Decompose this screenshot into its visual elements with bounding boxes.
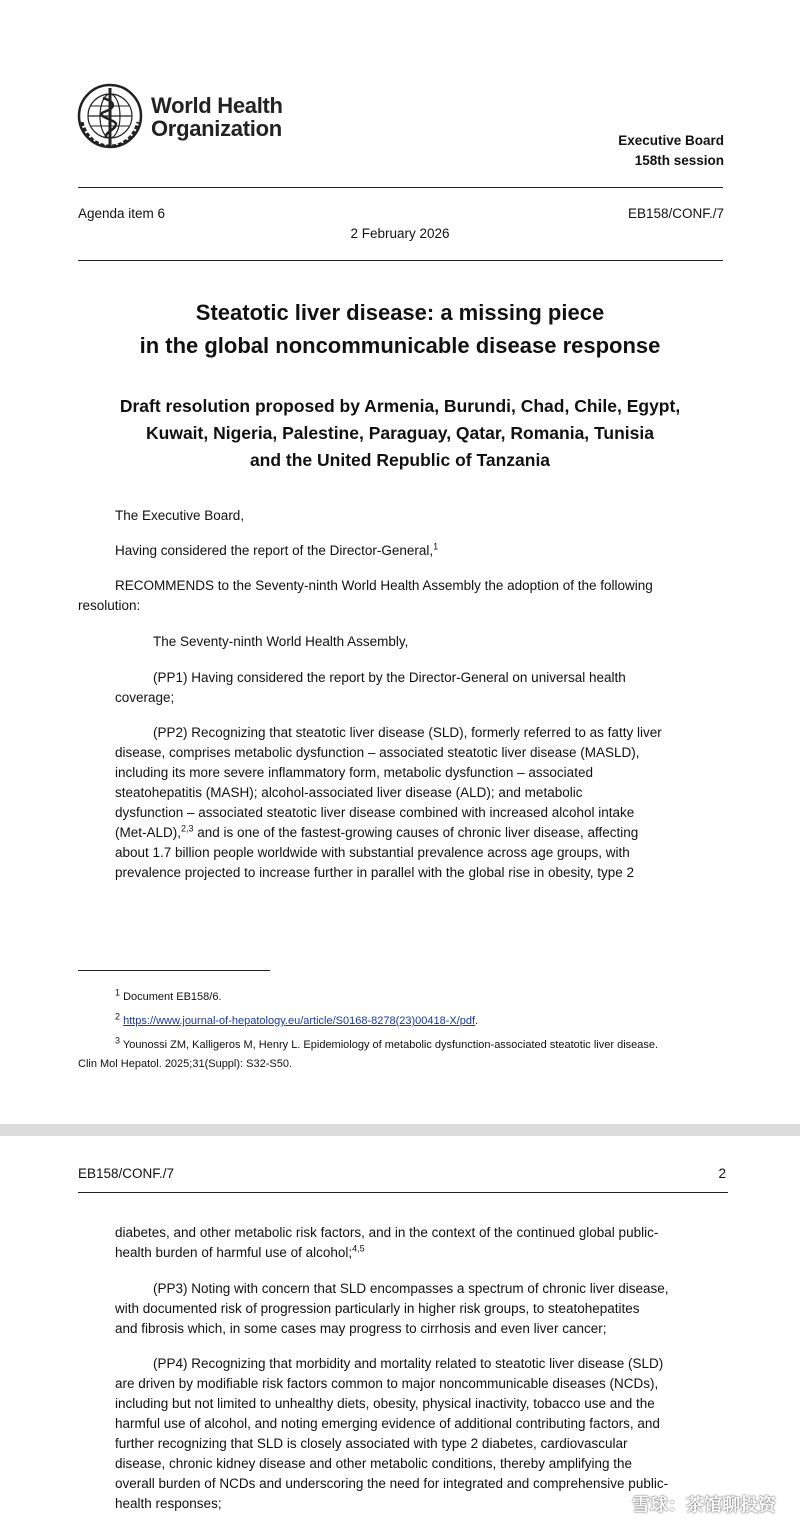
pp2-line: dysfunction – associated steatotic liver disease combined with increased alcohol intake: [115, 805, 635, 820]
pp2-line-6-end: and is one of the fastest-growing causes of chronic liver disease, affecting: [193, 825, 639, 840]
footnote-2-link[interactable]: https://www.journal-of-hepatology.eu/article/S0168-8278(23)00418-X/pdf: [123, 1015, 476, 1027]
footnote-2-number: 2: [115, 1011, 121, 1022]
pp2-line: steatohepatitis (MASH); alcohol-associated liver disease (ALD); and metabolic: [115, 785, 583, 800]
pp4-line: health responses;: [115, 1496, 222, 1511]
footnote-2-end: .: [475, 1015, 479, 1027]
subtitle-line-1: Draft resolution proposed by Armenia, Burundi, Chad, Chile, Egypt,: [119, 396, 681, 416]
footnote-1-number: 1: [115, 987, 121, 998]
pp2-line: disease, comprises metabolic dysfunction – associated steatotic liver disease (MASLD),: [115, 745, 640, 760]
footnote-1: [115, 988, 222, 1007]
pp2-line: including its more severe inflammatory form, metabolic dysfunction – associated: [115, 765, 593, 780]
footnote-ref-1: 1: [433, 541, 439, 552]
pp4-line: harmful use of alcohol, and noting emerging evidence of additional contributing factors, and: [115, 1416, 660, 1431]
recommends-line-2: resolution:: [78, 598, 141, 613]
footnote-3: [115, 1036, 658, 1055]
footnote-3-line-2: Clin Mol Hepatol. 2025;31(Suppl): S32-S50.: [78, 1058, 293, 1070]
divider-bottom: [78, 260, 723, 261]
document-page-2: [0, 1136, 800, 1523]
pp2-line: about 1.7 billion people worldwide with substantial prevalence across age groups, with: [115, 845, 630, 860]
watermark: 雪球：茶馆聊投资: [632, 1495, 776, 1515]
footnote-3-text: Younossi ZM, Kalligeros M, Henry L. Epidemiology of metabolic dysfunction-associated steatotic liver disease.: [120, 1039, 659, 1051]
pp4-line: overall burden of NCDs and underscoring the need for integrated and comprehensive public-: [115, 1476, 669, 1491]
continuation-line-2-text: health burden of harmful use of alcohol;: [115, 1245, 353, 1260]
session-label: 158th session: [634, 153, 724, 168]
recommends-line-1: RECOMMENDS to the Seventy-ninth World Health Assembly the adoption of the following: [115, 578, 653, 593]
pp2-line-6-start: (Met-ALD),: [115, 825, 182, 840]
pp4-line: are driven by modifiable risk factors common to major noncommunicable diseases (NCDs),: [115, 1376, 659, 1391]
title-line-2: in the global noncommunicable disease response: [139, 333, 661, 358]
continuation-line-2: [115, 1243, 365, 1263]
footnote-separator: [78, 970, 270, 971]
document-code: EB158/CONF./7: [627, 206, 724, 221]
pp4-line: (PP4) Recognizing that morbidity and mortality related to steatotic liver disease (SLD): [153, 1356, 664, 1371]
pp3-line: and fibrosis which, in some cases may progress to cirrhosis and even liver cancer;: [115, 1321, 607, 1336]
pp3-line: with documented risk of progression particularly in higher risk groups, to steatohepatites: [115, 1301, 640, 1316]
footnote-ref-4-5: 4,5: [352, 1243, 365, 1254]
considered-report-text: Having considered the report of the Director-General,: [115, 543, 434, 558]
pp4-line: including but not limited to unhealthy diets, obesity, physical inactivity, tobacco use and the: [115, 1396, 655, 1411]
footnote-2: [115, 1012, 478, 1031]
pp1-line-1: (PP1) Having considered the report by the Director-General on universal health: [153, 670, 626, 685]
continuation-line-1: diabetes, and other metabolic risk factors, and in the context of the continued global public-: [115, 1225, 659, 1240]
executive-board-opening: The Executive Board,: [115, 508, 245, 523]
footnote-ref-2-3: 2,3: [181, 823, 194, 834]
subtitle-line-2: Kuwait, Nigeria, Palestine, Paraguay, Qatar, Romania, Tunisia: [146, 423, 654, 443]
page-2-header-divider: [78, 1192, 728, 1193]
pp4-line: further recognizing that SLD is closely associated with type 2 diabetes, cardiovascular: [115, 1436, 628, 1451]
pp2-line-6: [115, 823, 638, 843]
pp4-line: disease, chronic kidney disease and other metabolic conditions, thereby amplifying the: [115, 1456, 633, 1471]
subtitle-line-3: and the United Republic of Tanzania: [249, 450, 551, 470]
document-date: 2 February 2026: [350, 226, 450, 241]
logo-line-1: World Health: [151, 93, 283, 118]
board-name: Executive Board: [618, 133, 724, 148]
title-line-1: Steatotic liver disease: a missing piece: [195, 300, 605, 325]
footnote-3-number: 3: [115, 1035, 121, 1046]
divider-top: [78, 187, 723, 188]
assembly-opening: The Seventy-ninth World Health Assembly,: [153, 634, 409, 649]
who-emblem-icon: [76, 82, 144, 150]
pp1-line-2: coverage;: [115, 690, 175, 705]
considered-report-paragraph: [115, 541, 438, 561]
footnote-1-text: Document EB158/6.: [120, 991, 222, 1003]
pp2-line: (PP2) Recognizing that steatotic liver disease (SLD), formerly referred to as fatty liver: [153, 725, 662, 740]
pp2-line: prevalence projected to increase further in parallel with the global rise in obesity, type 2: [115, 865, 635, 880]
page-2-document-code: EB158/CONF./7: [78, 1166, 175, 1181]
logo-line-2: Organization: [151, 116, 282, 141]
agenda-item: Agenda item 6: [78, 206, 166, 221]
pp3-line: (PP3) Noting with concern that SLD encompasses a spectrum of chronic liver disease,: [153, 1281, 669, 1296]
page-number: 2: [718, 1166, 726, 1181]
